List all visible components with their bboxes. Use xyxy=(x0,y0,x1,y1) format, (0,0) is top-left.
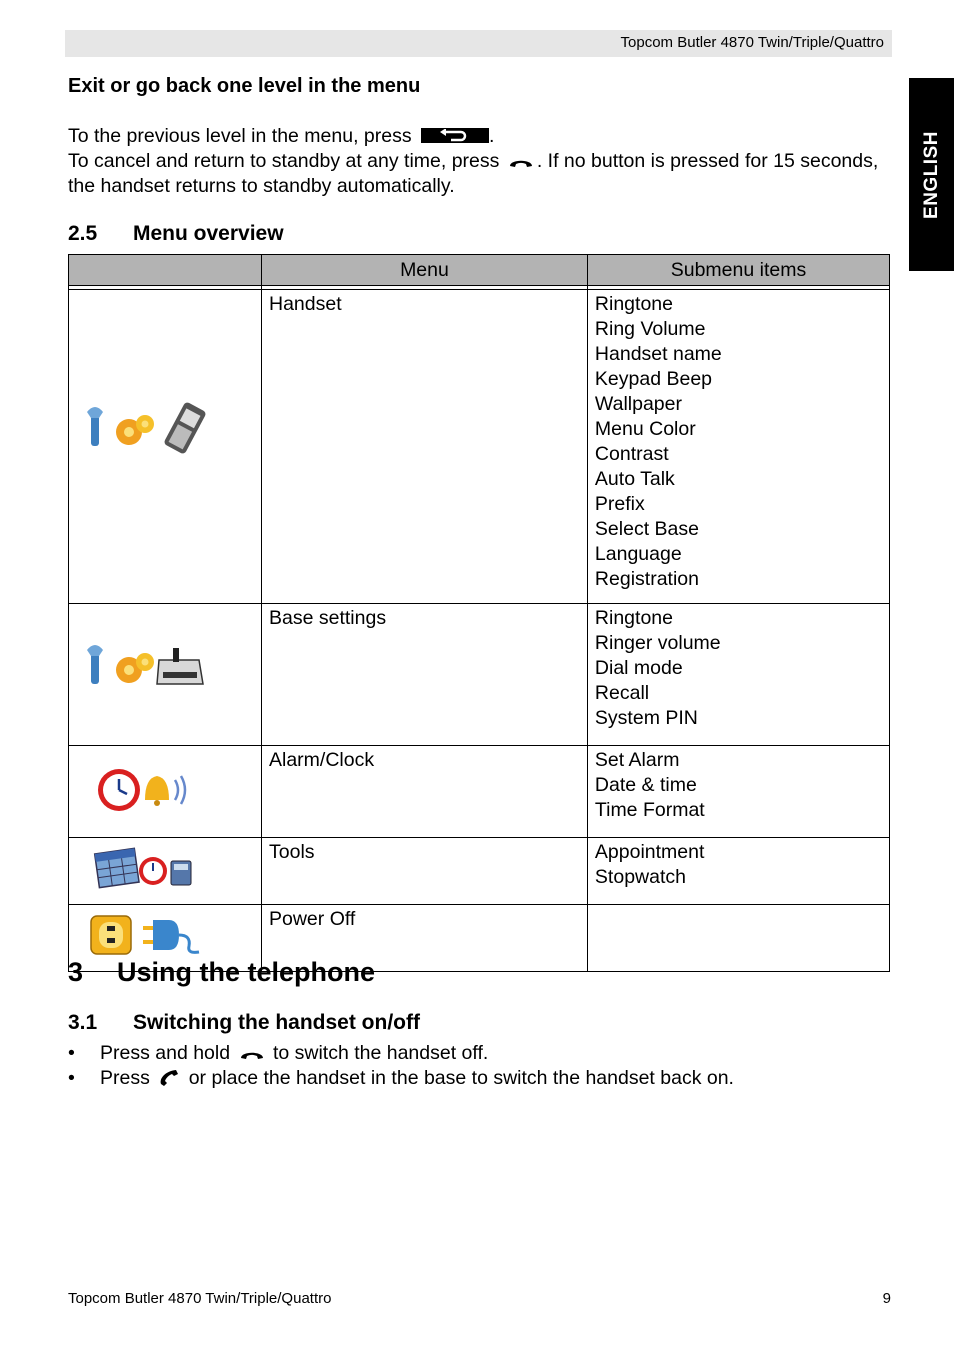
tools-icon xyxy=(69,838,262,905)
list-item: Auto Talk xyxy=(594,468,675,490)
list-item: Contrast xyxy=(594,443,669,465)
section-3-title: Using the telephone xyxy=(117,957,376,987)
exit-line-1-text: To the previous level in the menu, press xyxy=(68,125,412,147)
table-header-row xyxy=(69,255,890,286)
list-item: Time Format xyxy=(594,799,705,821)
list-item: Handset name xyxy=(594,343,722,365)
menu-name: Base settings xyxy=(262,604,588,746)
exit-line-3: the handset returns to standby automatically. xyxy=(68,175,455,197)
language-tab-label: ENGLISH xyxy=(920,130,942,219)
list-item: Appointment xyxy=(594,841,705,863)
menu-name: Power Off xyxy=(262,905,588,972)
page-header-bar xyxy=(65,30,892,57)
bullet: • xyxy=(68,1067,75,1089)
exit-line-2 xyxy=(68,149,878,174)
list-item: Registration xyxy=(594,568,699,590)
list-item: Set Alarm xyxy=(594,749,680,771)
back-key-icon xyxy=(421,128,489,143)
hang-up-icon xyxy=(239,1049,265,1061)
list-item: Menu Color xyxy=(594,418,696,440)
language-tab xyxy=(909,78,954,271)
exit-line-2-text: To cancel and return to standby at any time, press xyxy=(68,150,500,172)
submenu-list xyxy=(587,905,889,972)
bullet-2-text: Press xyxy=(100,1067,150,1089)
alarm-clock-icon xyxy=(69,746,262,838)
bullet-1-text: Press and hold xyxy=(100,1042,231,1064)
table-row xyxy=(69,604,890,746)
list-item: Ring Volume xyxy=(594,318,706,340)
list-item: Date & time xyxy=(594,774,697,796)
list-item: Recall xyxy=(594,682,650,704)
handset-settings-icon xyxy=(69,290,262,604)
menu-column-header: Menu xyxy=(262,255,588,286)
list-item: Ringtone xyxy=(594,607,673,629)
menu-overview-table xyxy=(68,254,890,972)
bullet-1-end: to switch the handset off. xyxy=(272,1042,489,1064)
section-3-1-number: 3.1 xyxy=(68,1011,98,1034)
list-item: System PIN xyxy=(594,707,698,729)
menu-overview-number: 2.5 xyxy=(68,222,98,245)
list-item: Ringer volume xyxy=(594,632,721,654)
submenu-list xyxy=(587,290,889,604)
base-settings-icon xyxy=(69,604,262,746)
bullet-2-end: or place the handset in the base to switch the handset back on. xyxy=(188,1067,734,1089)
list-item: Wallpaper xyxy=(594,393,682,415)
exit-line-2-end: . If no button is pressed for 15 seconds, xyxy=(536,150,879,172)
hang-up-icon xyxy=(508,157,534,169)
footer-title: Topcom Butler 4870 Twin/Triple/Quattro xyxy=(68,1290,332,1307)
talk-icon xyxy=(158,1068,180,1086)
list-item: Language xyxy=(594,543,682,565)
header-title: Topcom Butler 4870 Twin/Triple/Quattro xyxy=(620,34,884,51)
menu-name: Tools xyxy=(262,838,588,905)
exit-line-1 xyxy=(68,124,494,149)
menu-name: Alarm/Clock xyxy=(262,746,588,838)
submenu-list xyxy=(587,604,889,746)
page-number: 9 xyxy=(882,1290,891,1307)
submenu-column-header: Submenu items xyxy=(587,255,889,286)
exit-heading: Exit or go back one level in the menu xyxy=(68,75,421,97)
section-3-1-title: Switching the handset on/off xyxy=(133,1011,420,1034)
menu-overview-title: Menu overview xyxy=(133,222,284,245)
section-3-number: 3 xyxy=(68,957,84,987)
list-item: Select Base xyxy=(594,518,699,540)
table-row xyxy=(69,290,890,604)
list-item: Keypad Beep xyxy=(594,368,713,390)
list-item: Prefix xyxy=(594,493,645,515)
table-row xyxy=(69,838,890,905)
table-row xyxy=(69,746,890,838)
menu-name: Handset xyxy=(262,290,588,604)
exit-line-1-end: . xyxy=(489,125,495,147)
list-item: Stopwatch xyxy=(594,866,686,888)
list-item: Dial mode xyxy=(594,657,683,679)
icon-column-header xyxy=(69,255,262,286)
submenu-list xyxy=(587,838,889,905)
submenu-list xyxy=(587,746,889,838)
bullet: • xyxy=(68,1042,75,1064)
list-item: Ringtone xyxy=(594,293,673,315)
